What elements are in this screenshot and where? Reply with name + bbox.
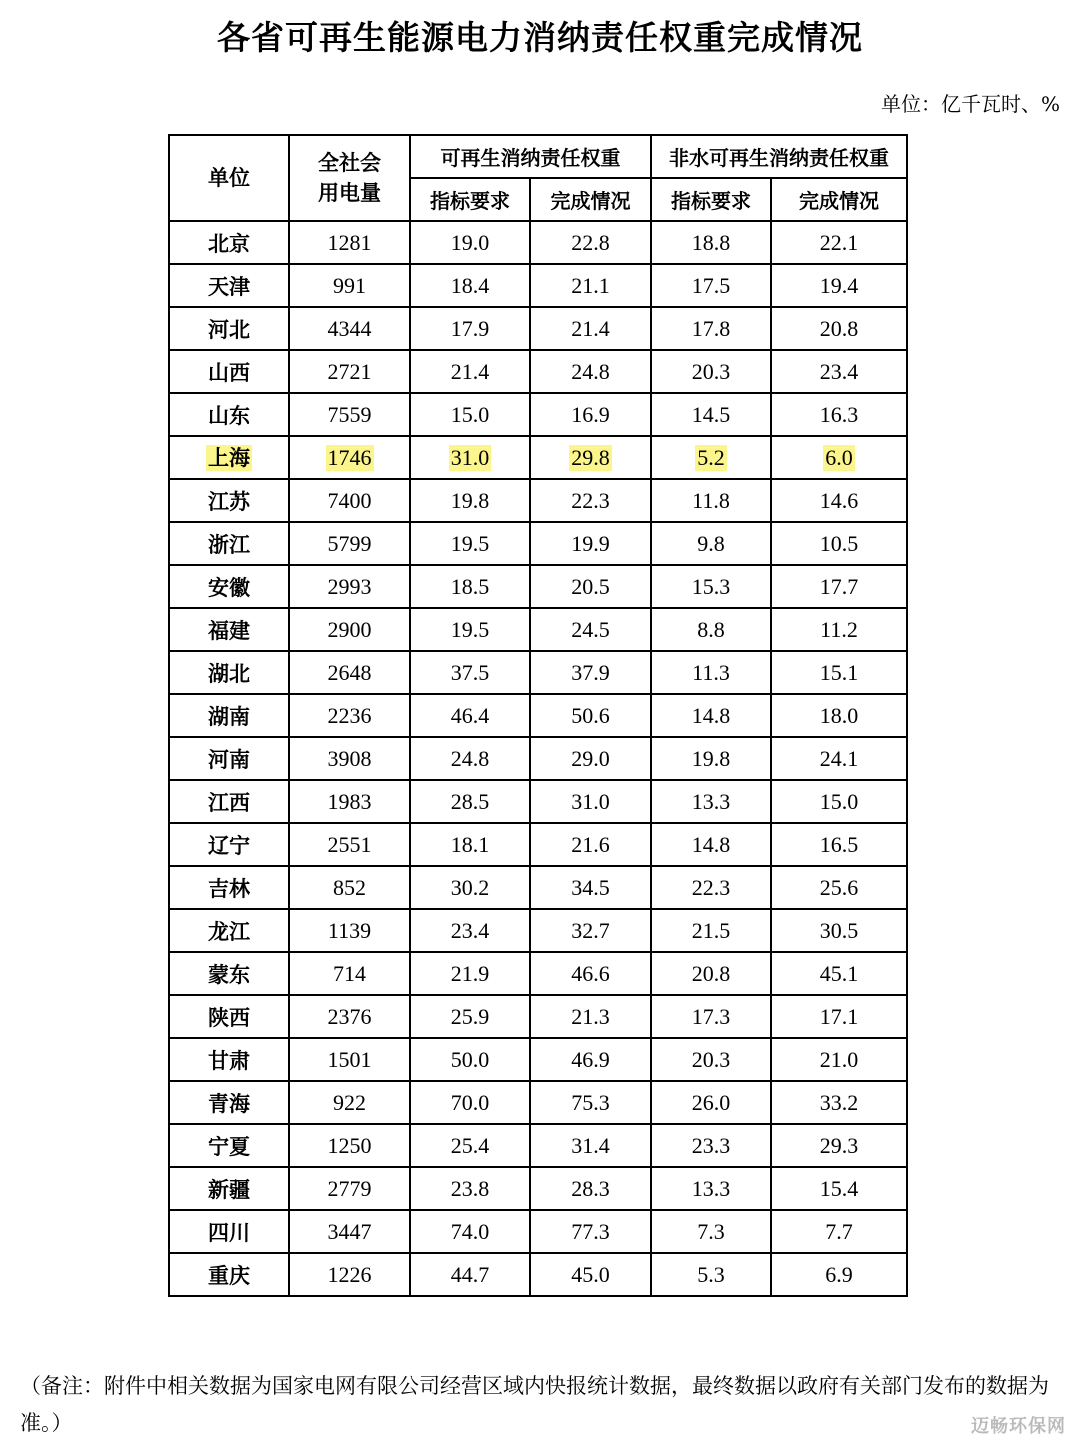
consumption-cell: 1983 xyxy=(289,780,410,823)
re-completion-cell: 77.3 xyxy=(530,1210,651,1253)
consumption-cell: 714 xyxy=(289,952,410,995)
table-row xyxy=(169,393,907,436)
nh-target-cell: 11.3 xyxy=(651,651,771,694)
table-row xyxy=(169,264,907,307)
consumption-cell: 922 xyxy=(289,1081,410,1124)
header-total-consumption xyxy=(289,135,410,221)
header-total-line1: 全社会 xyxy=(318,151,381,175)
table-row xyxy=(169,608,907,651)
highlighted-value: 上海 xyxy=(208,445,250,470)
table-row xyxy=(169,1081,907,1124)
nh-target-cell: 22.3 xyxy=(651,866,771,909)
re-completion-cell: 24.5 xyxy=(530,608,651,651)
re-target-cell: 23.8 xyxy=(410,1167,530,1210)
re-target-cell: 50.0 xyxy=(410,1038,530,1081)
province-cell: 天津 xyxy=(169,264,289,307)
unit-label: 单位：亿千瓦时、% xyxy=(880,92,1060,116)
re-target-cell: 25.4 xyxy=(410,1124,530,1167)
nh-completion-cell: 19.4 xyxy=(771,264,907,307)
province-cell: 江西 xyxy=(169,780,289,823)
re-completion-cell: 31.4 xyxy=(530,1124,651,1167)
consumption-table xyxy=(168,134,908,1297)
header-renewable: 可再生消纳责任权重 xyxy=(410,135,651,178)
table-row xyxy=(169,522,907,565)
header-total-line2: 用电量 xyxy=(318,181,381,205)
highlighted-value: 31.0 xyxy=(450,444,490,470)
nh-completion-cell: 18.0 xyxy=(771,694,907,737)
re-target-cell: 24.8 xyxy=(410,737,530,780)
consumption-cell xyxy=(289,436,410,479)
re-completion-cell: 24.8 xyxy=(530,350,651,393)
consumption-cell: 2376 xyxy=(289,995,410,1038)
table-row xyxy=(169,1210,907,1253)
header-non-hydro: 非水可再生消纳责任权重 xyxy=(651,135,907,178)
consumption-cell: 2993 xyxy=(289,565,410,608)
nh-completion-cell: 20.8 xyxy=(771,307,907,350)
nh-completion-cell: 11.2 xyxy=(771,608,907,651)
re-target-cell: 23.4 xyxy=(410,909,530,952)
footnote: （备注：附件中相关数据为国家电网有限公司经营区域内快报统计数据，最终数据以政府有关部门发布的数据为准。） xyxy=(20,1374,1049,1435)
nh-target-cell: 14.8 xyxy=(651,694,771,737)
consumption-cell: 2236 xyxy=(289,694,410,737)
province-cell: 北京 xyxy=(169,221,289,264)
nh-completion-cell: 29.3 xyxy=(771,1124,907,1167)
re-completion-cell: 31.0 xyxy=(530,780,651,823)
re-completion-cell: 22.3 xyxy=(530,479,651,522)
table-row xyxy=(169,565,907,608)
consumption-cell: 2648 xyxy=(289,651,410,694)
nh-completion-cell: 17.1 xyxy=(771,995,907,1038)
nh-target-cell: 11.8 xyxy=(651,479,771,522)
re-target-cell: 25.9 xyxy=(410,995,530,1038)
re-target-cell: 28.5 xyxy=(410,780,530,823)
table-row xyxy=(169,651,907,694)
province-cell: 新疆 xyxy=(169,1167,289,1210)
highlighted-value: 29.8 xyxy=(571,444,610,470)
re-completion-cell: 19.9 xyxy=(530,522,651,565)
nh-completion-cell: 6.9 xyxy=(771,1253,907,1296)
consumption-cell: 1501 xyxy=(289,1038,410,1081)
page-title: 各省可再生能源电力消纳责任权重完成情况 xyxy=(217,18,863,57)
table-row xyxy=(169,694,907,737)
nh-target-cell: 13.3 xyxy=(651,1167,771,1210)
re-completion-cell: 22.8 xyxy=(530,221,651,264)
header-nh-completion: 完成情况 xyxy=(771,178,907,221)
nh-target-cell: 14.5 xyxy=(651,393,771,436)
nh-completion-cell: 15.4 xyxy=(771,1167,907,1210)
header-unit: 单位 xyxy=(169,135,289,221)
consumption-cell: 1139 xyxy=(289,909,410,952)
province-cell: 龙江 xyxy=(169,909,289,952)
nh-target-cell: 17.5 xyxy=(651,264,771,307)
re-completion-cell: 21.1 xyxy=(530,264,651,307)
table-body xyxy=(169,221,907,1296)
nh-target-cell: 15.3 xyxy=(651,565,771,608)
consumption-cell: 852 xyxy=(289,866,410,909)
re-target-cell: 30.2 xyxy=(410,866,530,909)
table-row xyxy=(169,1253,907,1296)
highlighted-value: 1746 xyxy=(327,444,372,470)
table-row xyxy=(169,350,907,393)
nh-completion-cell: 45.1 xyxy=(771,952,907,995)
nh-completion-cell: 14.6 xyxy=(771,479,907,522)
nh-completion-cell: 24.1 xyxy=(771,737,907,780)
re-target-cell: 18.4 xyxy=(410,264,530,307)
highlighted-value: 6.0 xyxy=(825,444,853,470)
table-row xyxy=(169,436,907,479)
re-target-cell: 44.7 xyxy=(410,1253,530,1296)
province-cell: 湖南 xyxy=(169,694,289,737)
nh-completion-cell: 7.7 xyxy=(771,1210,907,1253)
table-row xyxy=(169,221,907,264)
province-cell: 青海 xyxy=(169,1081,289,1124)
consumption-cell: 2779 xyxy=(289,1167,410,1210)
province-cell: 江苏 xyxy=(169,479,289,522)
nh-target-cell: 13.3 xyxy=(651,780,771,823)
nh-target-cell: 26.0 xyxy=(651,1081,771,1124)
province-cell: 甘肃 xyxy=(169,1038,289,1081)
re-completion-cell: 37.9 xyxy=(530,651,651,694)
re-completion-cell: 16.9 xyxy=(530,393,651,436)
nh-target-cell: 18.8 xyxy=(651,221,771,264)
re-completion-cell: 46.6 xyxy=(530,952,651,995)
re-completion-cell: 75.3 xyxy=(530,1081,651,1124)
re-completion-cell: 32.7 xyxy=(530,909,651,952)
re-target-cell: 74.0 xyxy=(410,1210,530,1253)
re-target-cell: 19.5 xyxy=(410,608,530,651)
nh-target-cell: 9.8 xyxy=(651,522,771,565)
province-cell: 吉林 xyxy=(169,866,289,909)
nh-completion-cell: 17.7 xyxy=(771,565,907,608)
re-target-cell: 19.5 xyxy=(410,522,530,565)
nh-target-cell: 7.3 xyxy=(651,1210,771,1253)
nh-completion-cell: 21.0 xyxy=(771,1038,907,1081)
province-cell: 宁夏 xyxy=(169,1124,289,1167)
re-target-cell: 19.0 xyxy=(410,221,530,264)
re-target-cell: 46.4 xyxy=(410,694,530,737)
table-row xyxy=(169,1167,907,1210)
re-completion-cell: 28.3 xyxy=(530,1167,651,1210)
province-cell: 河南 xyxy=(169,737,289,780)
nh-completion-cell: 15.1 xyxy=(771,651,907,694)
table-row xyxy=(169,823,907,866)
nh-target-cell xyxy=(651,436,771,479)
nh-target-cell: 17.8 xyxy=(651,307,771,350)
consumption-cell: 1281 xyxy=(289,221,410,264)
consumption-cell: 3908 xyxy=(289,737,410,780)
re-completion-cell: 50.6 xyxy=(530,694,651,737)
province-cell: 湖北 xyxy=(169,651,289,694)
consumption-cell: 1226 xyxy=(289,1253,410,1296)
nh-completion-cell: 23.4 xyxy=(771,350,907,393)
re-completion-cell: 29.0 xyxy=(530,737,651,780)
re-target-cell: 19.8 xyxy=(410,479,530,522)
province-cell xyxy=(169,436,289,479)
nh-completion-cell: 15.0 xyxy=(771,780,907,823)
nh-target-cell: 20.3 xyxy=(651,1038,771,1081)
nh-target-cell: 14.8 xyxy=(651,823,771,866)
re-target-cell: 17.9 xyxy=(410,307,530,350)
header-row xyxy=(169,135,907,178)
nh-completion-cell xyxy=(771,436,907,479)
header-re-completion: 完成情况 xyxy=(530,178,651,221)
consumption-cell: 2900 xyxy=(289,608,410,651)
nh-target-cell: 20.3 xyxy=(651,350,771,393)
re-completion-cell: 21.4 xyxy=(530,307,651,350)
province-cell: 安徽 xyxy=(169,565,289,608)
re-target-cell: 15.0 xyxy=(410,393,530,436)
consumption-cell: 991 xyxy=(289,264,410,307)
consumption-cell: 5799 xyxy=(289,522,410,565)
nh-completion-cell: 25.6 xyxy=(771,866,907,909)
table-row xyxy=(169,1038,907,1081)
consumption-cell: 4344 xyxy=(289,307,410,350)
header-re-target: 指标要求 xyxy=(410,178,530,221)
nh-target-cell: 21.5 xyxy=(651,909,771,952)
re-completion-cell: 46.9 xyxy=(530,1038,651,1081)
re-completion-cell xyxy=(530,436,651,479)
table-row xyxy=(169,1124,907,1167)
consumption-cell: 7400 xyxy=(289,479,410,522)
province-cell: 山东 xyxy=(169,393,289,436)
re-completion-cell: 20.5 xyxy=(530,565,651,608)
re-completion-cell: 21.3 xyxy=(530,995,651,1038)
consumption-cell: 2551 xyxy=(289,823,410,866)
re-target-cell: 21.4 xyxy=(410,350,530,393)
nh-target-cell: 5.3 xyxy=(651,1253,771,1296)
re-target-cell: 18.1 xyxy=(410,823,530,866)
province-cell: 河北 xyxy=(169,307,289,350)
table-row xyxy=(169,737,907,780)
province-cell: 重庆 xyxy=(169,1253,289,1296)
table-row xyxy=(169,479,907,522)
table-row xyxy=(169,995,907,1038)
province-cell: 陕西 xyxy=(169,995,289,1038)
consumption-cell: 1250 xyxy=(289,1124,410,1167)
nh-target-cell: 23.3 xyxy=(651,1124,771,1167)
re-target-cell xyxy=(410,436,530,479)
nh-completion-cell: 16.3 xyxy=(771,393,907,436)
nh-completion-cell: 22.1 xyxy=(771,221,907,264)
province-cell: 四川 xyxy=(169,1210,289,1253)
re-completion-cell: 21.6 xyxy=(530,823,651,866)
table-row xyxy=(169,307,907,350)
table-row xyxy=(169,780,907,823)
table-row xyxy=(169,952,907,995)
watermark: 迈畅环保网 xyxy=(971,1416,1066,1437)
province-cell: 福建 xyxy=(169,608,289,651)
re-target-cell: 70.0 xyxy=(410,1081,530,1124)
nh-target-cell: 19.8 xyxy=(651,737,771,780)
nh-completion-cell: 30.5 xyxy=(771,909,907,952)
consumption-cell: 3447 xyxy=(289,1210,410,1253)
consumption-cell: 7559 xyxy=(289,393,410,436)
re-completion-cell: 45.0 xyxy=(530,1253,651,1296)
nh-completion-cell: 33.2 xyxy=(771,1081,907,1124)
re-target-cell: 21.9 xyxy=(410,952,530,995)
re-target-cell: 18.5 xyxy=(410,565,530,608)
nh-completion-cell: 10.5 xyxy=(771,522,907,565)
nh-target-cell: 17.3 xyxy=(651,995,771,1038)
table-row xyxy=(169,866,907,909)
nh-target-cell: 20.8 xyxy=(651,952,771,995)
province-cell: 山西 xyxy=(169,350,289,393)
province-cell: 蒙东 xyxy=(169,952,289,995)
nh-completion-cell: 16.5 xyxy=(771,823,907,866)
nh-target-cell: 8.8 xyxy=(651,608,771,651)
province-cell: 浙江 xyxy=(169,522,289,565)
re-target-cell: 37.5 xyxy=(410,651,530,694)
province-cell: 辽宁 xyxy=(169,823,289,866)
table-row xyxy=(169,909,907,952)
highlighted-value: 5.2 xyxy=(697,444,725,470)
header-nh-target: 指标要求 xyxy=(651,178,771,221)
consumption-cell: 2721 xyxy=(289,350,410,393)
re-completion-cell: 34.5 xyxy=(530,866,651,909)
